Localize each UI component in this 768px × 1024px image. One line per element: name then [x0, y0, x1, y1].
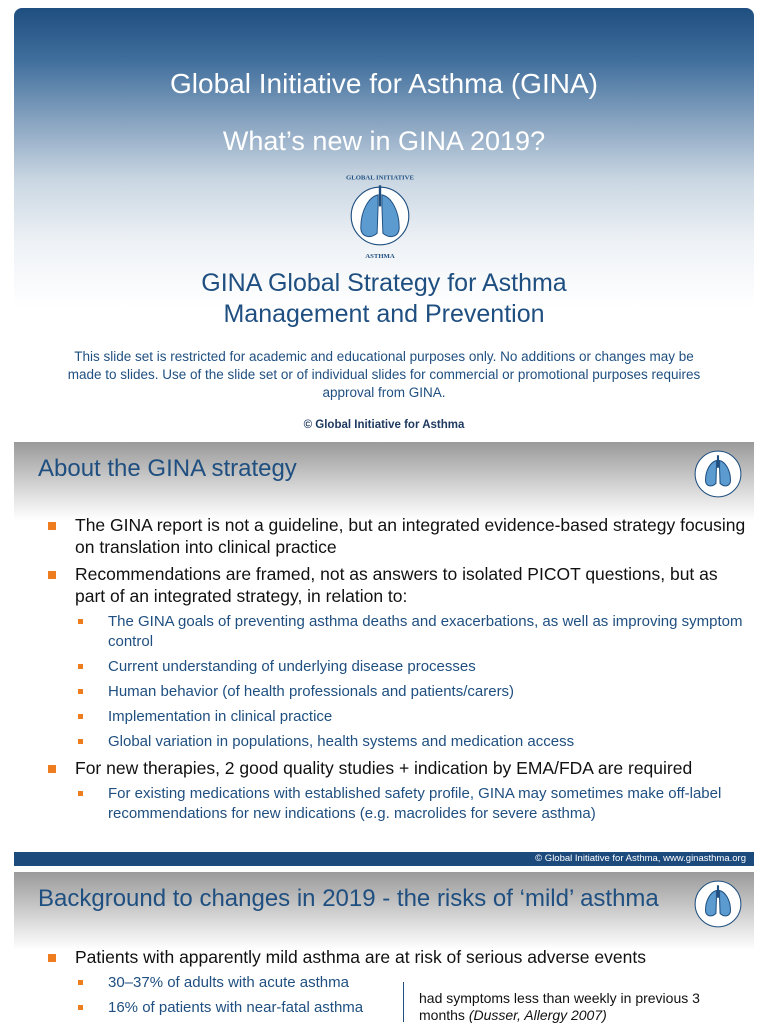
slide-title: Background to changes in 2019 - the risks of ‘mild’ asthma [38, 885, 659, 912]
footer-bar [14, 852, 754, 866]
gina-logo-icon [692, 878, 744, 930]
background-slide [14, 872, 754, 1024]
note-citation: (Dusser, Allergy 2007) [468, 1007, 607, 1023]
strategy-heading [14, 268, 754, 330]
sub-bullet-item: The GINA goals of preventing asthma deaths and exacerbations, as well as improving symptom control [75, 612, 752, 652]
slide-header [14, 872, 754, 950]
note-text: had symptoms less than weekly in previous 3 months [419, 990, 700, 1023]
bullet-item: Recommendations are framed, not as answers to isolated PICOT questions, but as part of an integrated strategy, in relation to: [46, 563, 752, 607]
sub-bullet-item: Global variation in populations, health systems and medication access [75, 732, 752, 752]
bullet-item: For new therapies, 2 good quality studies + indication by EMA/FDA are required [46, 757, 752, 779]
strategy-line-2: Management and Prevention [223, 300, 545, 328]
bullet-list [46, 514, 752, 829]
bracket-note [419, 990, 749, 1024]
bullet-item: The GINA report is not a guideline, but an integrated evidence-based strategy focusing on translation into clinical practice [46, 514, 752, 558]
sub-bullet-item: 16% of patients with near-fatal asthma [75, 998, 752, 1018]
gina-logo-icon [332, 168, 428, 264]
slide-header [14, 442, 754, 520]
sub-bullet-item: Implementation in clinical practice [75, 707, 752, 727]
brace-bracket [403, 982, 414, 1022]
slide-subtitle: What’s new in GINA 2019? [222, 126, 546, 156]
sub-bullet-item: For existing medications with established safety profile, GINA may sometimes make off-label recommendations for new indications (e.g. macrolides for severe asthma) [75, 784, 752, 824]
sub-bullet-item: Current understanding of underlying disease processes [75, 657, 752, 677]
slide-title: Global Initiative for Asthma (GINA) [170, 68, 598, 99]
svg-text:ASTHMA: ASTHMA [365, 253, 395, 261]
footer-text: © Global Initiative for Asthma, www.ginasthma.org [535, 853, 746, 864]
slide-title: About the GINA strategy [38, 455, 297, 482]
bullet-item: Patients with apparently mild asthma are at risk of serious adverse events [46, 946, 752, 968]
sub-bullet-item: Human behavior (of health professionals and patients/carers) [75, 682, 752, 702]
svg-text:GLOBAL INITIATIVE: GLOBAL INITIATIVE [345, 174, 415, 182]
sub-bullet-item: 30–37% of adults with acute asthma [75, 973, 752, 993]
about-slide [14, 442, 754, 866]
title-slide [14, 8, 754, 436]
gina-logo-icon [692, 448, 744, 500]
strategy-line-1: GINA Global Strategy for Asthma [201, 269, 567, 297]
copyright-text: © Global Initiative for Asthma [303, 419, 465, 431]
disclaimer-text: This slide set is restricted for academic and educational purposes only. No additions or changes may be made to slides. Use of the slide set or of individual slides for commercial or promotional purposes requires approval from GINA. [67, 349, 701, 400]
